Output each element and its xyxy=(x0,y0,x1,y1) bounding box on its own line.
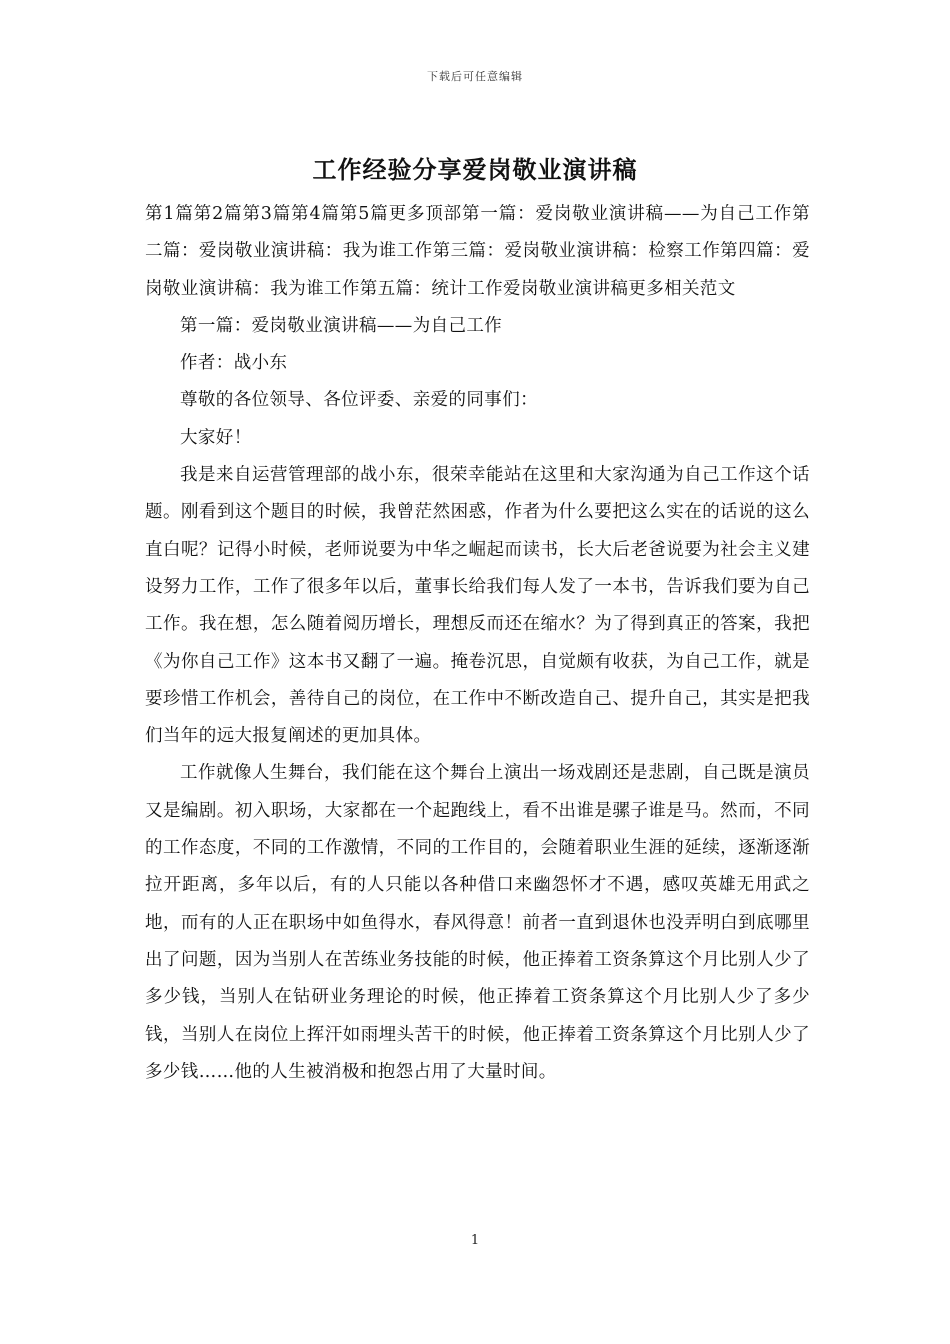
author-line: 作者：战小东 xyxy=(180,353,288,374)
page-number: 1 xyxy=(470,1233,480,1248)
document-body xyxy=(145,196,810,1091)
greeting: 大家好！ xyxy=(180,427,252,448)
salutation: 尊敬的各位领导、各位评委、亲爱的同事们： xyxy=(180,390,538,411)
body-paragraph-2: 工作就像人生舞台，我们能在这个舞台上演出一场戏剧还是悲剧，自己既是演员又是编剧。初入职场，大家都在一个起跑线上，看不出谁是骡子谁是马。然而，不同的工作态度，不同的工作激情，不同的工作目的，会随着职业生涯的延续，逐渐逐渐拉开距离，多年以后，有的人只能以各种借口来幽怨怀才不遇，感叹英雄无用武之地，而有的人正在职场中如鱼得水，春风得意！前者一直到退休也没弄明白到底哪里出了问题，因为当别人在苦练业务技能的时候，他正捧着工资条算这个月比别人少了多少钱，当别人在钻研业务理论的时候，他正捧着工资条算这个月比别人少了多少钱，当别人在岗位上挥汗如雨埋头苦干的时候，他正捧着工资条算这个月比别人少了多少钱……他的人生被消极和抱怨占用了大量时间。 xyxy=(145,763,810,1082)
section-heading: 第一篇：爱岗敬业演讲稿——为自己工作 xyxy=(180,315,503,336)
header-note: 下载后可任意编辑 xyxy=(427,70,523,83)
document-title: 工作经验分享爱岗敬业演讲稿 xyxy=(312,155,638,184)
body-paragraph-1: 我是来自运营管理部的战小东，很荣幸能站在这里和大家沟通为自己工作这个话题。刚看到这个题目的时候，我曾茫然困惑，作者为什么要把这么实在的话说的这么直白呢？记得小时候，老师说要为中华之崛起而读书，长大后老爸说要为社会主义建设努力工作，工作了很多年以后，董事长给我们每人发了一本书，告诉我们要为自己工作。我在想，怎么随着阅历增长，理想反而还在缩水？为了得到真正的答案，我把《为你自己工作》这本书又翻了一遍。掩卷沉思，自觉颇有收获，为自己工作，就是要珍惜工作机会，善待自己的岗位，在工作中不断改造自己、提升自己，其实是把我们当年的远大报复阐述的更加具体。 xyxy=(145,465,810,747)
table-of-contents: 第1篇第2篇第3篇第4篇第5篇更多顶部第一篇：爱岗敬业演讲稿——为自己工作第二篇：爱岗敬业演讲稿：我为谁工作第三篇：爱岗敬业演讲稿：检察工作第四篇：爱岗敬业演讲稿：我为谁工作第五篇：统计工作爱岗敬业演讲稿更多相关范文 xyxy=(145,204,810,299)
